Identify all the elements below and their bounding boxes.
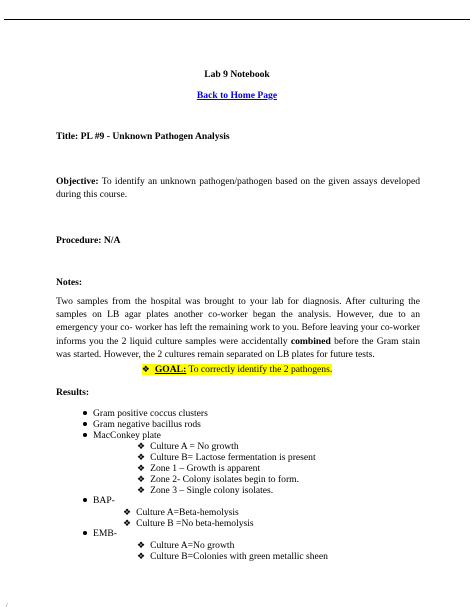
sub-list-item: [137, 550, 328, 563]
diamond-bullet-icon: ❖: [123, 507, 132, 517]
sub-item-text: Culture A=Beta-hemolysis: [136, 507, 239, 518]
sub-item-text: Culture B=Colonies with green metallic sheen: [150, 551, 328, 562]
notes-emphasis: combined: [290, 335, 331, 347]
header-rule: [4, 19, 470, 20]
diamond-bullet-icon: ❖: [141, 364, 150, 374]
diamond-bullet-icon: ❖: [137, 540, 146, 550]
sub-item-text: Zone 1 – Growth is apparent: [150, 463, 261, 474]
sub-list-item: [137, 484, 273, 497]
objective-paragraph: [56, 175, 420, 201]
bullet-icon: [83, 531, 87, 535]
diamond-bullet-icon: ❖: [137, 551, 146, 561]
bullet-icon: [83, 433, 87, 437]
sub-item-text: Culture B =No beta-hemolysis: [136, 518, 254, 529]
document-title: Lab 9 Notebook: [204, 69, 270, 80]
goal-text: To correctly identify the 2 pathogens.: [188, 364, 333, 375]
goal-highlight: [142, 364, 333, 375]
emb-label: EMB-: [93, 528, 117, 539]
results-heading: Results:: [56, 387, 90, 398]
result-item-text: MacConkey plate: [93, 430, 161, 441]
goal-label: GOAL:: [154, 364, 187, 375]
result-item-text: Gram positive coccus clusters: [93, 408, 208, 419]
bullet-icon: [83, 498, 87, 502]
notes-text-before: Two samples from the hospital was brought to your lab for diagnosis. After culturing the samples on LB agar plates another co-worker began the analysis. However, due to an emergency your co- worker has left the remaining work to you. Before leaving your co-worker informs you the 2 liquid culture samples were accidentally: [56, 296, 420, 347]
notes-paragraph: [56, 295, 420, 361]
title-line: [56, 130, 230, 143]
procedure-text: N/A: [103, 235, 121, 246]
back-to-home-link[interactable]: Back to Home Page: [196, 90, 278, 101]
list-item-emb: [83, 527, 117, 540]
objective-text: To identify an unknown pathogen/pathogen based on the given assays developed during this course.: [56, 176, 420, 201]
diamond-bullet-icon: ❖: [137, 485, 146, 495]
objective-label: Objective:: [56, 176, 99, 187]
diamond-bullet-icon: ❖: [123, 518, 132, 528]
diamond-bullet-icon: ❖: [137, 474, 146, 484]
result-item-text: Gram negative bacillus rods: [93, 419, 201, 430]
bullet-icon: [83, 422, 87, 426]
title-label: Title:: [56, 131, 79, 142]
sub-item-text: Zone 3 – Single colony isolates.: [150, 485, 274, 496]
diamond-bullet-icon: ❖: [137, 463, 146, 473]
bap-label: BAP-: [93, 495, 115, 506]
title-text: PL #9 - Unknown Pathogen Analysis: [80, 131, 230, 142]
bullet-icon: [83, 411, 87, 415]
procedure-label: Procedure:: [56, 235, 102, 246]
procedure-line: [56, 234, 120, 247]
goal-line: [0, 363, 474, 376]
sub-item-text: Culture A=No growth: [150, 540, 235, 551]
sub-item-text: Zone 2- Colony isolates begin to form.: [150, 474, 300, 485]
footer-mark: /: [6, 603, 8, 609]
notes-heading: Notes:: [56, 277, 83, 288]
sub-list-item: [123, 517, 254, 530]
diamond-bullet-icon: ❖: [137, 452, 146, 462]
diamond-bullet-icon: ❖: [137, 441, 146, 451]
notes-text-after: before the Gram stain was started. However, the 2 cultures remain separated on LB plates for future tests.: [56, 335, 420, 360]
sub-item-text: Culture B= Lactose fermentation is present: [150, 452, 316, 463]
sub-item-text: Culture A = No growth: [150, 441, 239, 452]
list-item-bap: [83, 494, 115, 507]
